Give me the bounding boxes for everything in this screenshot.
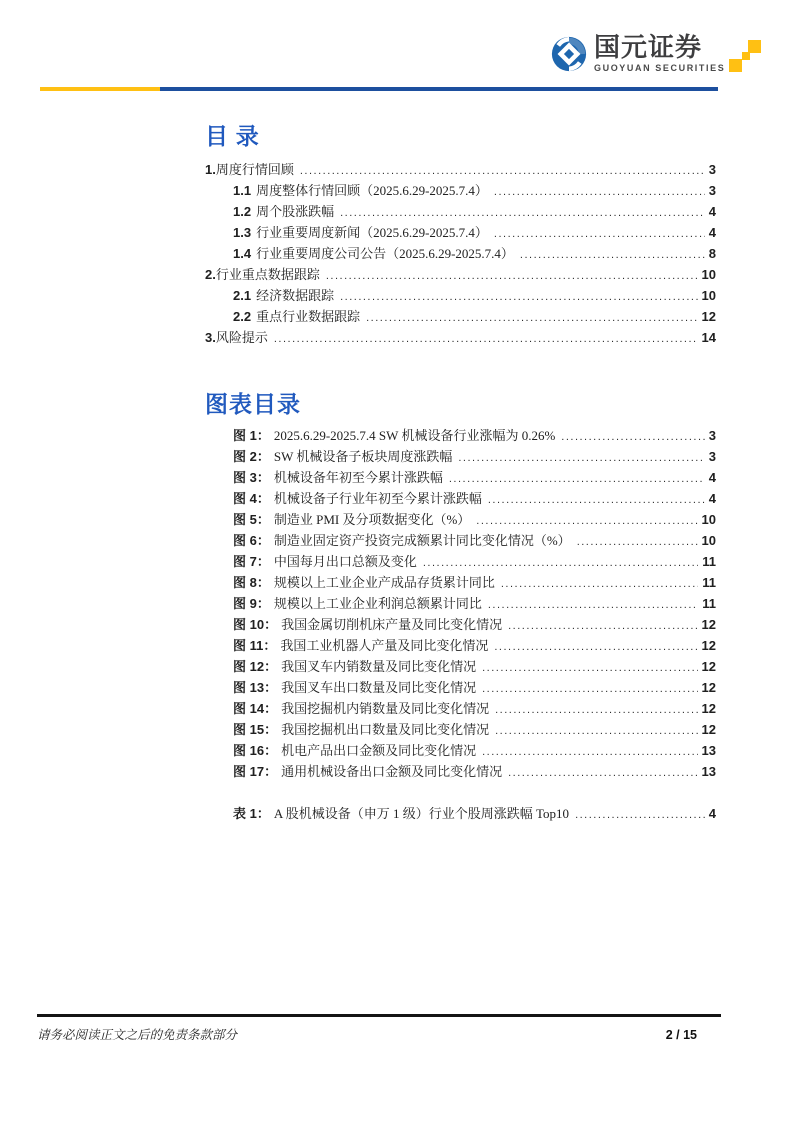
brand-name-cn: 国元证券: [594, 32, 703, 62]
brand-logo: [551, 34, 761, 74]
dot-leader: [482, 662, 697, 674]
dot-leader: [577, 536, 698, 548]
table-entry-number: 表 1：: [233, 806, 270, 821]
figure-entry-number: 图 8：: [233, 575, 270, 590]
table-entry-label: A 股机械设备（申万 1 级）行业个股周涨跌幅 Top10: [273, 806, 570, 821]
footer-page-number: 2 / 15: [665, 1028, 697, 1042]
dot-leader: [300, 165, 705, 177]
toc-entry-page: 4: [708, 204, 716, 219]
figure-entry[interactable]: [233, 488, 716, 509]
dot-leader: [508, 620, 697, 632]
table-list: [233, 803, 716, 824]
figure-entry-label: 2025.6.29-2025.7.4 SW 机械设备行业涨幅为 0.26%: [273, 428, 556, 443]
header-divider: [40, 87, 718, 91]
toc-entry-number: 2.1: [233, 288, 252, 303]
figure-entry-number: 图 13：: [233, 680, 278, 695]
figure-entry-label: 我国挖掘机出口数量及同比变化情况: [281, 722, 490, 737]
figure-entry[interactable]: [233, 614, 716, 635]
figure-entry-label: 机械设备年初至今累计涨跌幅: [273, 470, 443, 485]
figure-entry-label: 我国挖掘机内销数量及同比变化情况: [281, 701, 490, 716]
toc-entry-label: 重点行业数据跟踪: [256, 309, 361, 324]
figure-entry-label: 制造业固定资产投资完成额累计同比变化情况（%）: [273, 533, 571, 548]
footer-divider: [37, 1014, 721, 1017]
figure-entry-number: 图 14：: [233, 701, 278, 716]
figure-entry-page: 4: [708, 470, 716, 485]
figure-entry-number: 图 10：: [233, 617, 278, 632]
figure-entry-page: 4: [708, 491, 716, 506]
header-divider-blue: [160, 87, 718, 91]
dot-leader: [488, 494, 705, 506]
figure-entry-number: 图 5：: [233, 512, 270, 527]
figure-entry-label: 规模以上工业企业利润总额累计同比: [273, 596, 482, 611]
dot-leader: [494, 641, 697, 653]
gold-squares-icon: [729, 40, 761, 74]
dot-leader: [326, 270, 698, 282]
figure-entry-page: 12: [701, 680, 716, 695]
toc-entry-label: 周度整体行情回顾（2025.6.29-2025.7.4）: [256, 183, 488, 198]
toc-entry-number: 1.2: [233, 204, 252, 219]
figure-entry[interactable]: [233, 551, 716, 572]
figure-entry[interactable]: [233, 425, 716, 446]
toc-entry-number: 2.: [205, 267, 216, 282]
toc-entry-page: 8: [708, 246, 716, 261]
page-footer: [37, 1025, 721, 1043]
figure-entry[interactable]: [233, 635, 716, 656]
dot-leader: [476, 515, 697, 527]
figure-entry-page: 10: [701, 533, 716, 548]
dot-leader: [482, 683, 697, 695]
toc-title: 目 录: [205, 124, 260, 149]
figure-entry-number: 图 3：: [233, 470, 270, 485]
toc-entry-page: 10: [701, 267, 716, 282]
table-entry[interactable]: [233, 803, 716, 824]
toc-entry-page: 3: [708, 162, 716, 177]
figure-entry-label: 我国叉车内销数量及同比变化情况: [281, 659, 477, 674]
figure-entry-page: 13: [701, 764, 716, 779]
toc-entry-page: 4: [708, 225, 716, 240]
footer-disclaimer: 请务必阅读正文之后的免责条款部分: [37, 1028, 238, 1042]
table-entry-page: 4: [708, 806, 716, 821]
guoyuan-logo-icon: [551, 36, 587, 72]
toc-entry-label: 周个股涨跌幅: [256, 204, 335, 219]
figure-entry-number: 图 17：: [233, 764, 278, 779]
dot-leader: [366, 312, 697, 324]
figure-entry[interactable]: [233, 656, 716, 677]
toc-entry-label: 经济数据跟踪: [256, 288, 335, 303]
figure-entry-label: 规模以上工业企业产成品存货累计同比: [273, 575, 495, 590]
figures-title: 图表目录: [205, 392, 301, 417]
figure-entry-number: 图 2：: [233, 449, 270, 464]
figure-entry-page: 11: [702, 554, 716, 569]
figure-entry-page: 13: [701, 743, 716, 758]
figure-entry[interactable]: [233, 593, 716, 614]
figure-entry-label: 通用机械设备出口金额及同比变化情况: [281, 764, 503, 779]
dot-leader: [423, 557, 698, 569]
toc-entry[interactable]: [205, 243, 716, 264]
dot-leader: [488, 599, 698, 611]
dot-leader: [274, 333, 698, 345]
figure-entry-page: 12: [701, 722, 716, 737]
toc-entry-number: 1.4: [233, 246, 252, 261]
figure-entry-page: 11: [702, 575, 716, 590]
dot-leader: [449, 473, 705, 485]
toc-entry-label: 风险提示: [215, 330, 268, 345]
figure-entry-label: 我国叉车出口数量及同比变化情况: [281, 680, 477, 695]
figure-entry-page: 3: [708, 449, 716, 464]
figure-entry-page: 3: [708, 428, 716, 443]
dot-leader: [501, 578, 698, 590]
figure-entry-number: 图 6：: [233, 533, 270, 548]
figure-entry[interactable]: [233, 446, 716, 467]
figure-entry-page: 11: [702, 596, 716, 611]
figure-entry-page: 12: [701, 701, 716, 716]
toc-entry[interactable]: [205, 306, 716, 327]
toc-list: [205, 159, 716, 348]
toc-entry-page: 3: [708, 183, 716, 198]
dot-leader: [340, 207, 705, 219]
toc-entry[interactable]: [205, 180, 716, 201]
figure-entry[interactable]: [233, 719, 716, 740]
figure-entry[interactable]: [233, 509, 716, 530]
figure-entry[interactable]: [233, 530, 716, 551]
figure-entry-label: 机电产品出口金额及同比变化情况: [281, 743, 477, 758]
figure-entry[interactable]: [233, 740, 716, 761]
figure-list: [233, 425, 716, 782]
figure-entry[interactable]: [233, 677, 716, 698]
brand-name-en: GUOYUAN SECURITIES: [594, 63, 726, 74]
figure-entry-label: 中国每月出口总额及变化: [273, 554, 417, 569]
dot-leader: [458, 452, 704, 464]
figure-entry-label: SW 机械设备子板块周度涨跌幅: [273, 449, 453, 464]
figure-entry-page: 10: [701, 512, 716, 527]
dot-leader: [508, 767, 697, 779]
toc-entry-number: 3.: [205, 330, 216, 345]
toc-entry-page: 12: [701, 309, 716, 324]
toc-entry[interactable]: [205, 285, 716, 306]
figure-entry-number: 图 16：: [233, 743, 278, 758]
brand-text: [594, 34, 725, 73]
dot-leader: [575, 809, 705, 821]
figure-entry-number: 图 11：: [233, 638, 277, 653]
dot-leader: [494, 228, 705, 240]
toc-entry-number: 1.1: [233, 183, 252, 198]
figure-entry-label: 我国金属切削机床产量及同比变化情况: [281, 617, 503, 632]
dot-leader: [495, 725, 697, 737]
toc-entry-label: 行业重点数据跟踪: [215, 267, 320, 282]
figure-entry-number: 图 12：: [233, 659, 278, 674]
figure-entry-page: 12: [701, 638, 716, 653]
toc-entry-label: 行业重要周度新闻（2025.6.29-2025.7.4）: [256, 225, 488, 240]
toc-entry-page: 14: [701, 330, 716, 345]
dot-leader: [561, 431, 704, 443]
dot-leader: [482, 746, 697, 758]
figure-entry[interactable]: [233, 761, 716, 782]
figure-entry-number: 图 1：: [233, 428, 270, 443]
figure-entry-label: 我国工业机器人产量及同比变化情况: [280, 638, 489, 653]
figure-entry-page: 12: [701, 617, 716, 632]
toc-entry-number: 1.: [205, 162, 216, 177]
toc-entry[interactable]: [205, 264, 716, 285]
figure-entry-label: 制造业 PMI 及分项数据变化（%）: [273, 512, 471, 527]
toc-entry-label: 周度行情回顾: [215, 162, 294, 177]
header-divider-gold: [40, 87, 160, 91]
toc-entry[interactable]: [205, 159, 716, 180]
toc-entry-number: 1.3: [233, 225, 252, 240]
dot-leader: [520, 249, 705, 261]
figure-entry-label: 机械设备子行业年初至今累计涨跌幅: [273, 491, 482, 506]
toc-entry-number: 2.2: [233, 309, 252, 324]
figure-entry-number: 图 9：: [233, 596, 270, 611]
toc-entry[interactable]: [205, 201, 716, 222]
dot-leader: [340, 291, 697, 303]
figure-entry-number: 图 15：: [233, 722, 278, 737]
dot-leader: [495, 704, 697, 716]
figure-entry-page: 12: [701, 659, 716, 674]
figure-entry[interactable]: [233, 572, 716, 593]
figure-entry[interactable]: [233, 698, 716, 719]
toc-entry-page: 10: [701, 288, 716, 303]
figure-entry-number: 图 7：: [233, 554, 270, 569]
toc-entry[interactable]: [205, 222, 716, 243]
toc-entry[interactable]: [205, 327, 716, 348]
figure-entry-number: 图 4：: [233, 491, 270, 506]
dot-leader: [494, 186, 705, 198]
toc-entry-label: 行业重要周度公司公告（2025.6.29-2025.7.4）: [256, 246, 514, 261]
figure-entry[interactable]: [233, 467, 716, 488]
